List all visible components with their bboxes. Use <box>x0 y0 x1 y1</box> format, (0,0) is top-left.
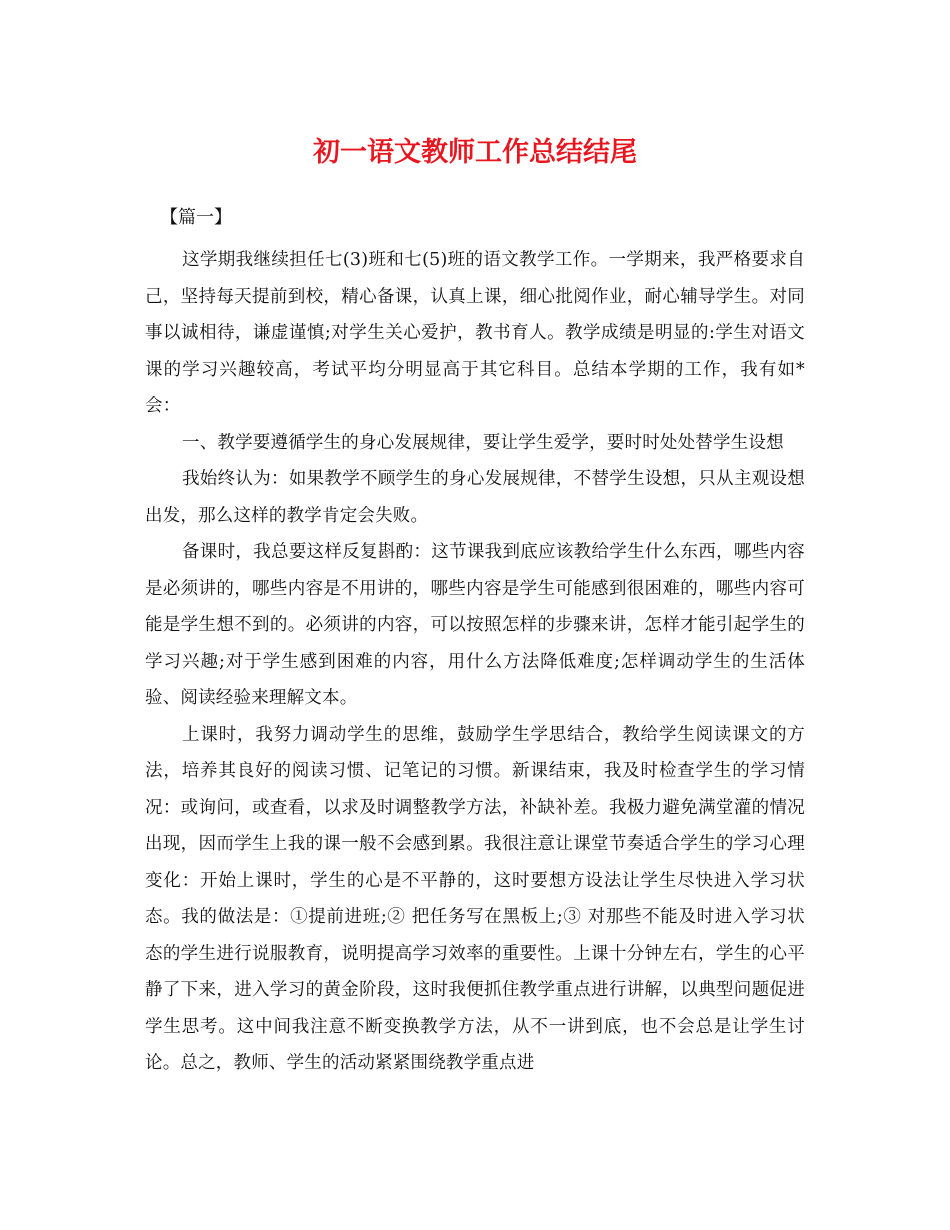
paragraph-heading-one: 一、教学要遵循学生的身心发展规律，要让学生爱学，要时时处处替学生设想 <box>182 432 784 453</box>
paragraph-intro: 这学期我继续担任七(3)班和七(5)班的语文教学工作。一学期来，我严格要求自己，坚持每天提前到校，精心备课，认真上课，细心批阅作业，耐心辅导学生。对同事以诚相待，谦虚谨慎;对学生关心爱护，教书育人。教学成绩是明显的:学生对语文课的学习兴趣较高，考试平均分明显高于其它科目。总结本学期的工作，我有如*会： <box>145 250 805 416</box>
paragraph-belief: 我始终认为：如果教学不顾学生的身心发展规律，不替学生设想，只从主观设想出发，那么这样的教学肯定会失败。 <box>145 469 805 526</box>
section-label: 【篇一】 <box>160 207 232 228</box>
paragraph-in-class: 上课时，我努力调动学生的思维，鼓励学生学思结合，教给学生阅读课文的方法，培养其良好的阅读习惯、记笔记的习惯。新课结束，我及时检查学生的学习情况：或询问，或查看，以求及时调整教学方法，补缺补差。我极力避免满堂灌的情况出现，因而学生上我的课一般不会感到累。我很注意让课堂节奏适合学生的学习心理变化：开始上课时，学生的心是不平静的，这时要想方设法让学生尽快进入学习状态。我的做法是：①提前进班;② 把任务写在黑板上;③ 对那些不能及时进入学习状态的学生进行说服教育，说明提高学习效率的重要性。上课十分钟左右，学生的心平静了下来，进入学习的黄金阶段，这时我便抓住教学重点进行讲解，以典型问题促进学生思考。这中间我注意不断变换教学方法，从不一讲到底，也不会总是让学生讨论。总之，教师、学生的活动紧紧围绕教学重点进 <box>145 724 805 1073</box>
document-title: 初一语文教师工作总结结尾 <box>313 137 637 168</box>
document-body <box>145 200 805 1082</box>
paragraph-lesson-prep: 备课时，我总要这样反复斟酌：这节课我到底应该教给学生什么东西，哪些内容是必须讲的，哪些内容是不用讲的，哪些内容是学生可能感到很困难的，哪些内容可能是学生想不到的。必须讲的内容，可以按照怎样的步骤来讲，怎样才能引起学生的学习兴趣;对于学生感到困难的内容，用什么方法降低难度;怎样调动学生的生活体验、阅读经验来理解文本。 <box>145 542 805 708</box>
